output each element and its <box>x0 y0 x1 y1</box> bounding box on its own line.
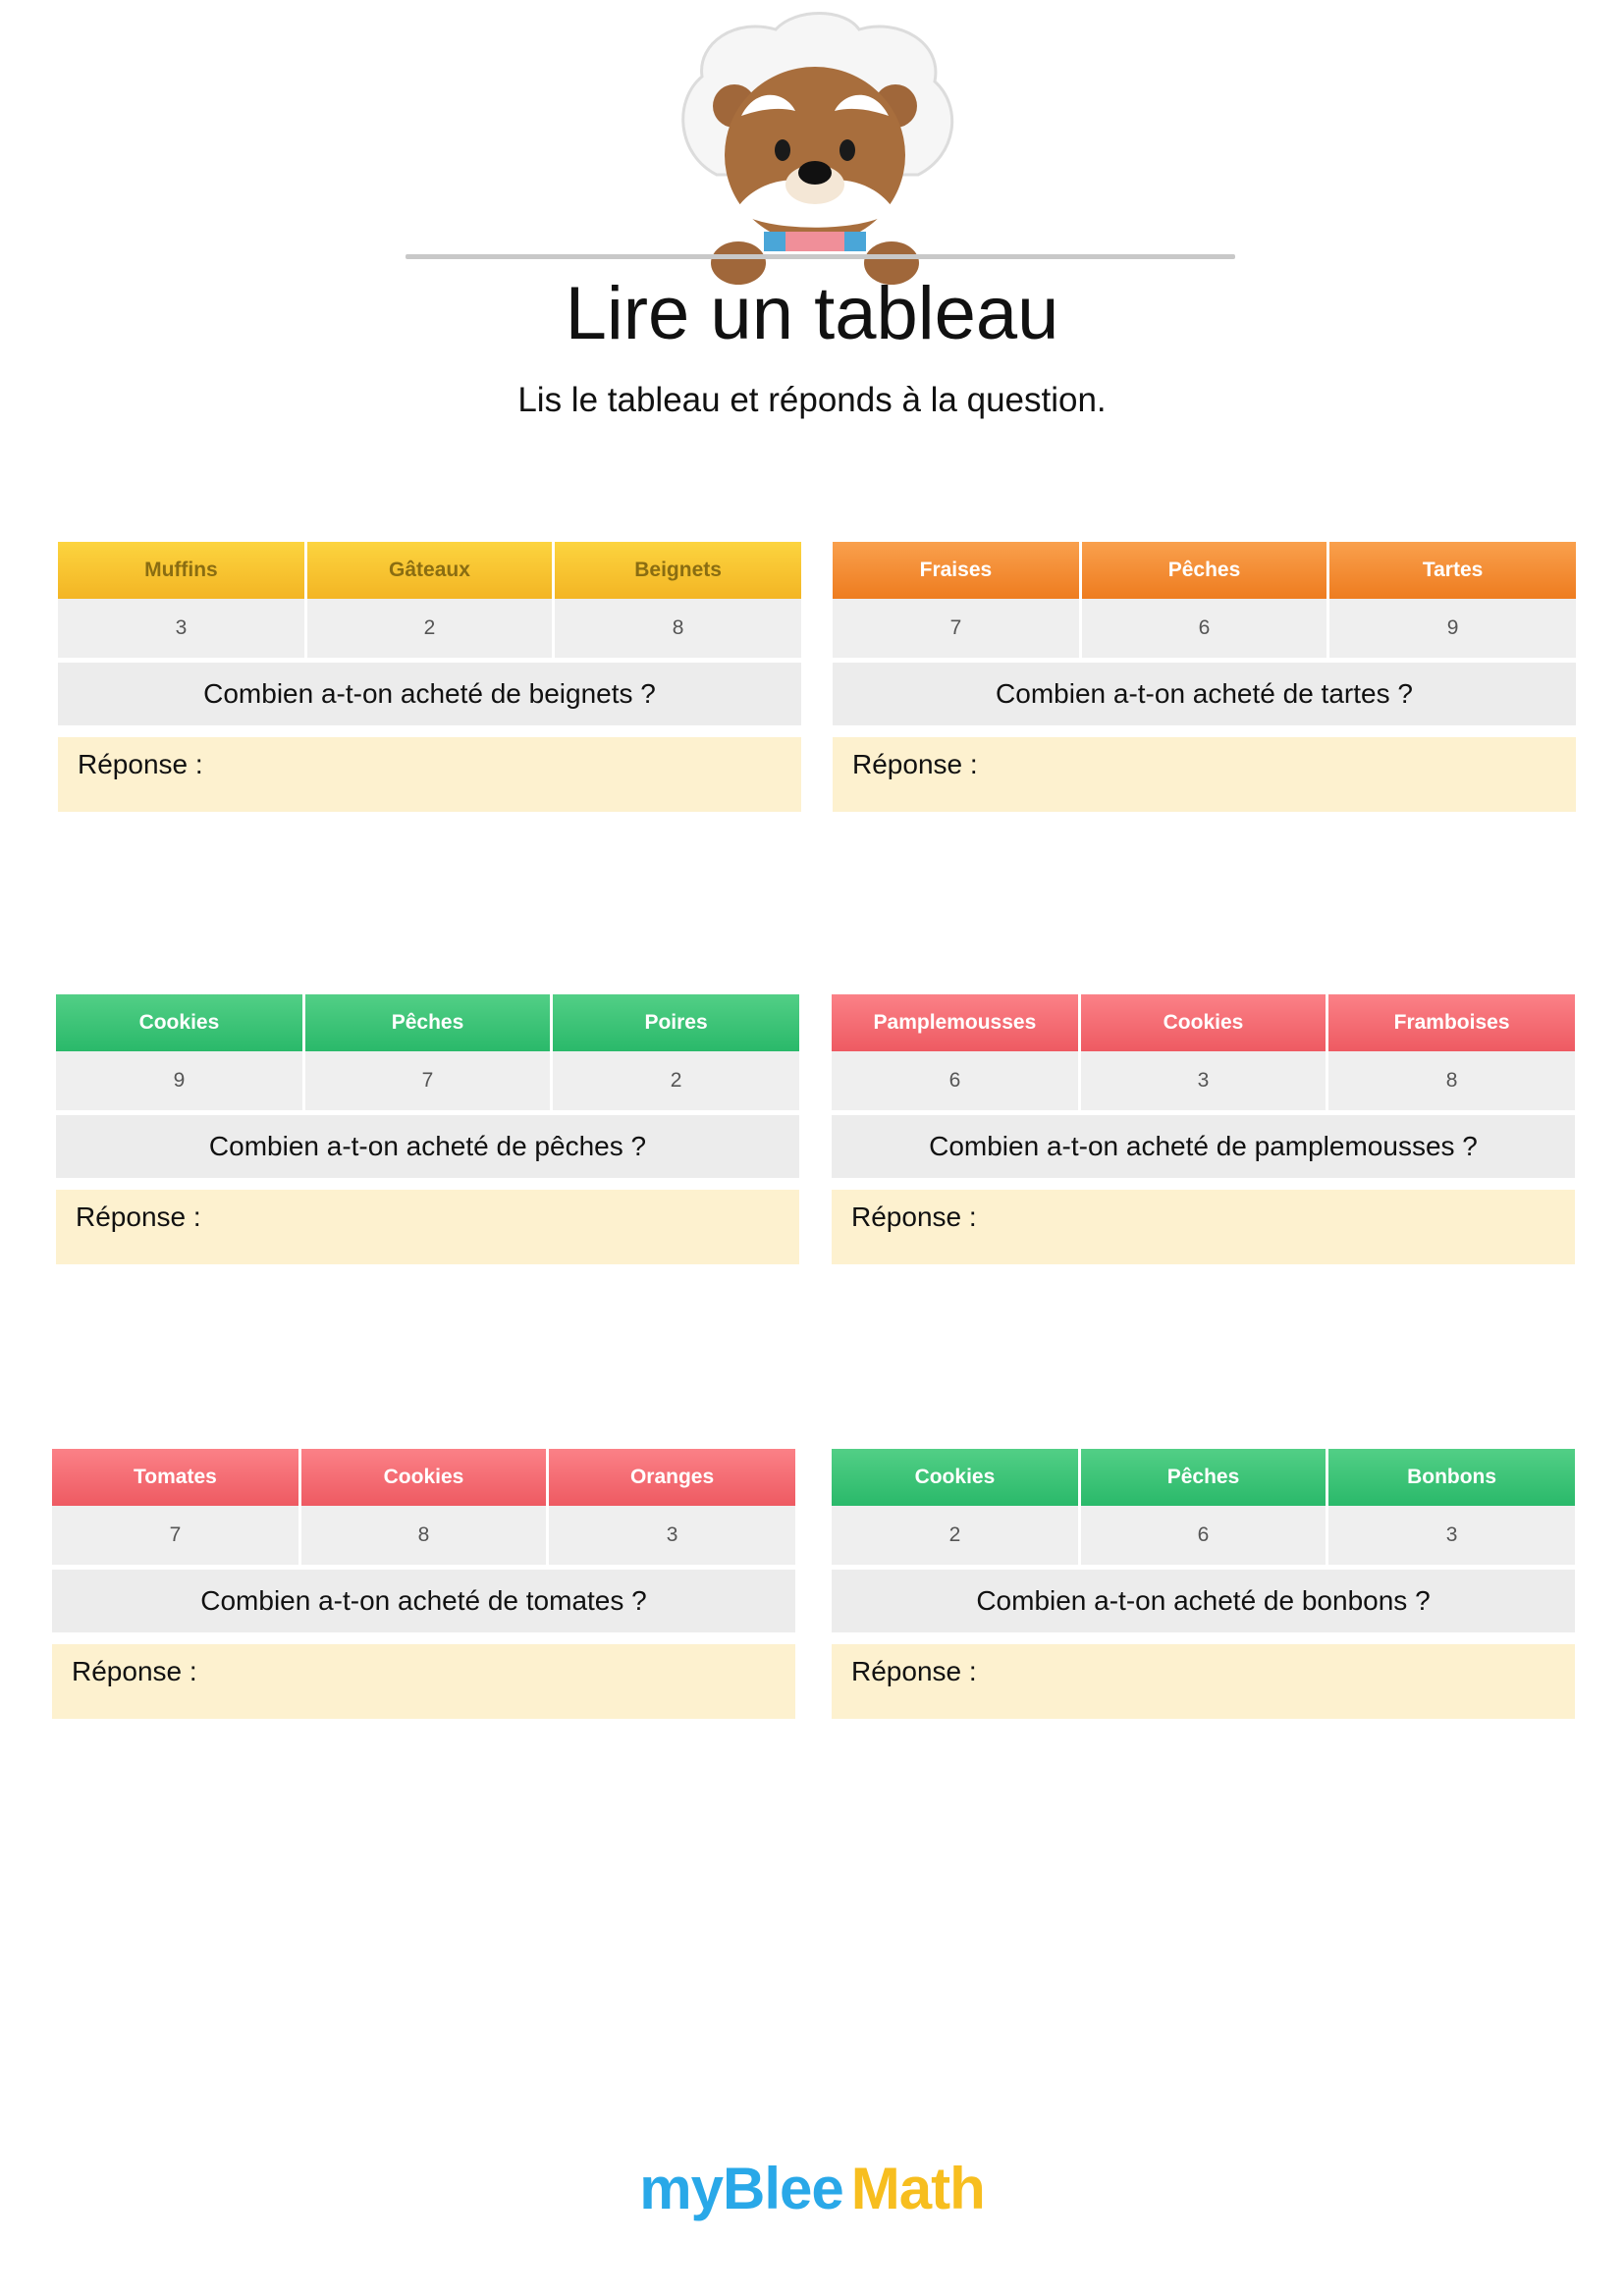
table-cell: 3 <box>58 599 305 658</box>
instructions: Lis le tableau et réponds à la question. <box>517 381 1107 419</box>
column-header: Gâteaux <box>305 542 553 599</box>
answer-label: Réponse : <box>76 1201 201 1232</box>
answer-field[interactable] <box>52 1644 795 1719</box>
column-header: Cookies <box>832 1449 1079 1506</box>
table-cell: 6 <box>1080 599 1327 658</box>
question-text: Combien a-t-on acheté de tartes ? <box>833 663 1576 725</box>
data-table <box>832 1449 1575 1565</box>
table-cell: 6 <box>832 1051 1079 1110</box>
exercise-4 <box>832 994 1575 1264</box>
bear-mascot-icon <box>648 8 982 288</box>
table-cell: 8 <box>1327 1051 1575 1110</box>
table-cell: 9 <box>1328 599 1576 658</box>
data-table <box>52 1449 795 1565</box>
question-text: Combien a-t-on acheté de pêches ? <box>56 1115 799 1178</box>
table-cell: 8 <box>299 1506 547 1565</box>
table-cell: 3 <box>548 1506 795 1565</box>
answer-label: Réponse : <box>851 1656 977 1686</box>
header-divider <box>406 254 1235 259</box>
column-header: Framboises <box>1327 994 1575 1051</box>
column-header: Cookies <box>56 994 303 1051</box>
answer-label: Réponse : <box>851 1201 977 1232</box>
answer-label: Réponse : <box>72 1656 197 1686</box>
table-cell: 2 <box>832 1506 1079 1565</box>
table-cell: 8 <box>554 599 801 658</box>
page-title: Lire un tableau <box>565 272 1059 355</box>
exercise-3 <box>56 994 799 1264</box>
column-header: Pêches <box>303 994 551 1051</box>
table-cell: 7 <box>833 599 1080 658</box>
answer-field[interactable] <box>833 737 1576 812</box>
answer-field[interactable] <box>58 737 801 812</box>
table-cell: 3 <box>1327 1506 1575 1565</box>
column-header: Muffins <box>58 542 305 599</box>
question-text: Combien a-t-on acheté de tomates ? <box>52 1570 795 1632</box>
column-header: Pamplemousses <box>832 994 1079 1051</box>
column-header: Pêches <box>1079 1449 1326 1506</box>
table-cell: 2 <box>305 599 553 658</box>
brand-logo <box>0 2155 1624 2222</box>
column-header: Bonbons <box>1327 1449 1575 1506</box>
table-cell: 7 <box>303 1051 551 1110</box>
column-header: Pêches <box>1080 542 1327 599</box>
column-header: Beignets <box>554 542 801 599</box>
answer-field[interactable] <box>832 1644 1575 1719</box>
question-text: Combien a-t-on acheté de bonbons ? <box>832 1570 1575 1632</box>
column-header: Fraises <box>833 542 1080 599</box>
logo-text-math: Math <box>850 2156 985 2221</box>
exercise-6 <box>832 1449 1575 1719</box>
answer-label: Réponse : <box>852 749 978 779</box>
answer-field[interactable] <box>56 1190 799 1264</box>
table-cell: 2 <box>552 1051 799 1110</box>
data-table <box>58 542 801 658</box>
table-cell: 7 <box>52 1506 299 1565</box>
logo-text-myblee: myBlee <box>639 2156 843 2221</box>
column-header: Poires <box>552 994 799 1051</box>
data-table <box>56 994 799 1110</box>
answer-field[interactable] <box>832 1190 1575 1264</box>
column-header: Cookies <box>299 1449 547 1506</box>
column-header: Oranges <box>548 1449 795 1506</box>
exercise-5 <box>52 1449 795 1719</box>
exercise-2 <box>833 542 1576 812</box>
data-table <box>832 994 1575 1110</box>
data-table <box>833 542 1576 658</box>
table-cell: 9 <box>56 1051 303 1110</box>
column-header: Tartes <box>1328 542 1576 599</box>
exercise-1 <box>58 542 801 812</box>
question-text: Combien a-t-on acheté de pamplemousses ? <box>832 1115 1575 1178</box>
column-header: Tomates <box>52 1449 299 1506</box>
table-cell: 6 <box>1079 1506 1326 1565</box>
answer-label: Réponse : <box>78 749 203 779</box>
table-cell: 3 <box>1079 1051 1326 1110</box>
column-header: Cookies <box>1079 994 1326 1051</box>
question-text: Combien a-t-on acheté de beignets ? <box>58 663 801 725</box>
